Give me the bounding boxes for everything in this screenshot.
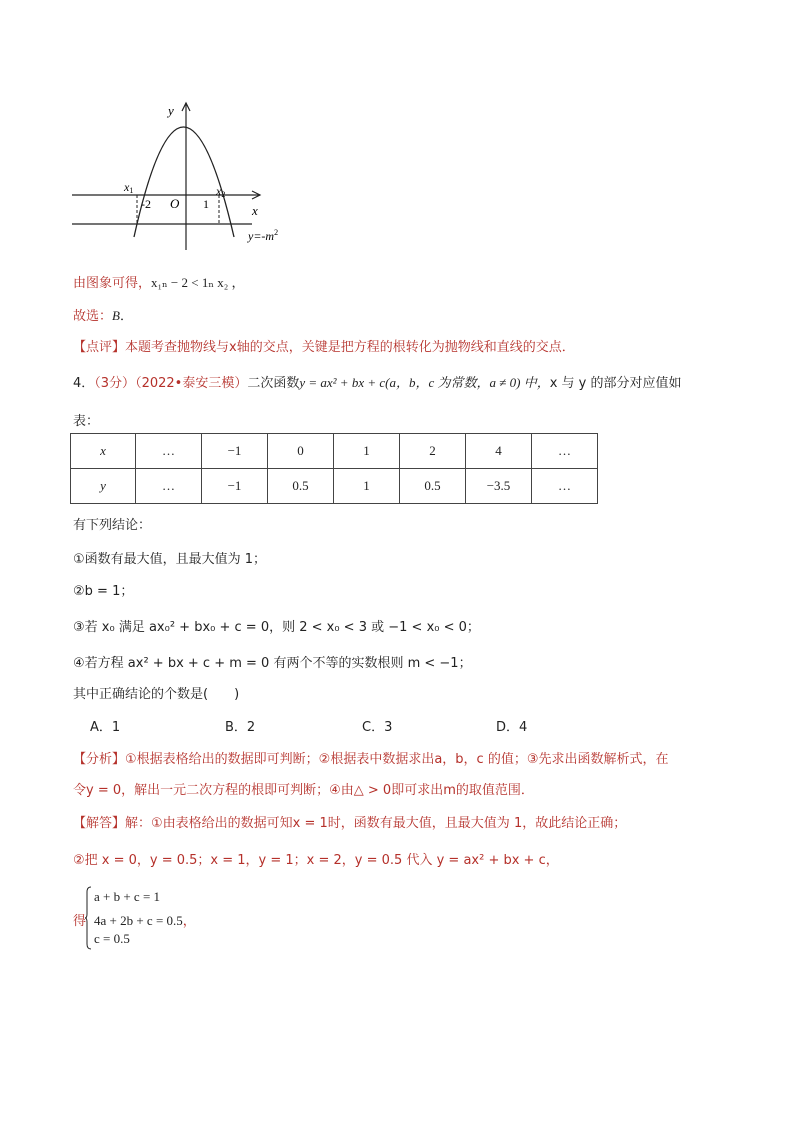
option-c: C．3 [362, 720, 393, 735]
choose-end: ． [119, 309, 133, 324]
conclusion-2: ②b = 1； [73, 584, 134, 599]
tick-1-label: 1 [203, 197, 209, 211]
answer-line-1 [73, 812, 626, 831]
graph-conclusion-line [73, 272, 245, 291]
q4-stem-line [73, 372, 682, 391]
choose-answer: B [112, 308, 120, 323]
analysis-line-1 [73, 748, 668, 767]
choose-line [73, 305, 133, 324]
system-brace [85, 886, 91, 950]
table-cell: … [532, 434, 598, 469]
table-cell: −1 [202, 469, 268, 504]
line-equation-label: $y=-m^2$ [248, 228, 279, 243]
table-cell: −3.5 [466, 469, 532, 504]
answer-tag: 【解答】 [73, 816, 126, 831]
graph-conclusion-prefix: 由图象可得， [73, 276, 152, 291]
q4-stem-text-2: x 与 y 的部分对应值如 [549, 376, 682, 391]
q4-score: （3分） [94, 376, 136, 391]
q4-stem-math: y = ax² + bx + c(a，b，c 为常数，a ≠ 0) 中， [299, 375, 550, 390]
table-cell: −1 [202, 434, 268, 469]
q4-source: （2022•泰安三模） [135, 376, 248, 391]
table-cell: 0.5 [400, 469, 466, 504]
table-row [71, 434, 598, 469]
q4-stem-text: 二次函数 [247, 376, 300, 391]
system-eq-2 [94, 910, 196, 929]
system-eq-2-end: ， [182, 913, 196, 928]
table-cell: 1 [334, 469, 400, 504]
tick-neg2-label: -2 [141, 197, 151, 211]
table-cell: … [532, 469, 598, 504]
x2-label: x2 [216, 184, 226, 199]
choose-label: 故选： [73, 309, 113, 324]
analysis-tag: 【分析】 [73, 752, 126, 767]
option-d: D．4 [496, 720, 528, 735]
answer-text-1: ①由表格给出的数据可知x = 1时，函数有最大值，且最大值为 1，故此结论正确； [151, 816, 627, 831]
table-cell: y [71, 469, 136, 504]
origin-label: O [170, 196, 180, 211]
graph-conclusion-math: x₁ₙ − 2 < 1ₙ x₂ ， [151, 275, 245, 290]
comment-text: 本题考查抛物线与x轴的交点，关键是把方程的根转化为抛物线和直线的交点． [125, 340, 575, 355]
q4-question: 其中正确结论的个数是( ) [73, 687, 240, 702]
table-cell: … [136, 434, 202, 469]
table-row [71, 469, 598, 504]
system-eq-3: c = 0.5 [94, 931, 130, 946]
value-table [70, 433, 598, 504]
option-b: B．2 [225, 720, 256, 735]
q4-number: 4． [73, 376, 95, 391]
table-cell: 0 [268, 434, 334, 469]
conclusions-intro: 有下列结论： [73, 518, 152, 533]
analysis-text-1: ①根据表格给出的数据即可判断；②根据表中数据求出a，b，c 的值；③先求出函数解析式，在 [125, 752, 669, 767]
table-cell: 4 [466, 434, 532, 469]
option-a: A．1 [90, 720, 121, 735]
table-cell: 1 [334, 434, 400, 469]
table-cell: 2 [400, 434, 466, 469]
answer-line-2: ②把 x = 0，y = 0.5；x = 1，y = 1；x = 2，y = 0.5 代入 y = ax² + bx + c， [73, 853, 559, 868]
analysis-line-2: 令y = 0，解出一元二次方程的根即可判断；④由△ > 0即可求出m的取值范围． [73, 783, 534, 798]
comment-line [73, 336, 575, 355]
parabola-figure [66, 95, 296, 255]
conclusion-3: ③若 x₀ 满足 ax₀² + bx₀ + c = 0，则 2 < x₀ < 3 或 −1 < x₀ < 0； [73, 620, 480, 635]
system-eq-1: a + b + c = 1 [94, 889, 161, 904]
answer-de: 得 [73, 914, 87, 929]
comment-tag: 【点评】 [73, 340, 126, 355]
y-axis-label: y [168, 103, 174, 118]
system-eq-2-text: 4a + 2b + c = 0.5 [94, 913, 183, 928]
table-cell: 0.5 [268, 469, 334, 504]
answer-jie: 解： [125, 816, 152, 831]
x1-label: x1 [124, 180, 134, 195]
conclusion-1: ①函数有最大值，且最大值为 1； [73, 552, 267, 567]
table-cell: … [136, 469, 202, 504]
table-cell: x [71, 434, 136, 469]
conclusion-4: ④若方程 ax² + bx + c + m = 0 有两个不等的实数根则 m < −1； [73, 656, 472, 671]
x-axis-label: x [252, 203, 258, 218]
q4-stem-line-2: 表： [73, 414, 100, 429]
